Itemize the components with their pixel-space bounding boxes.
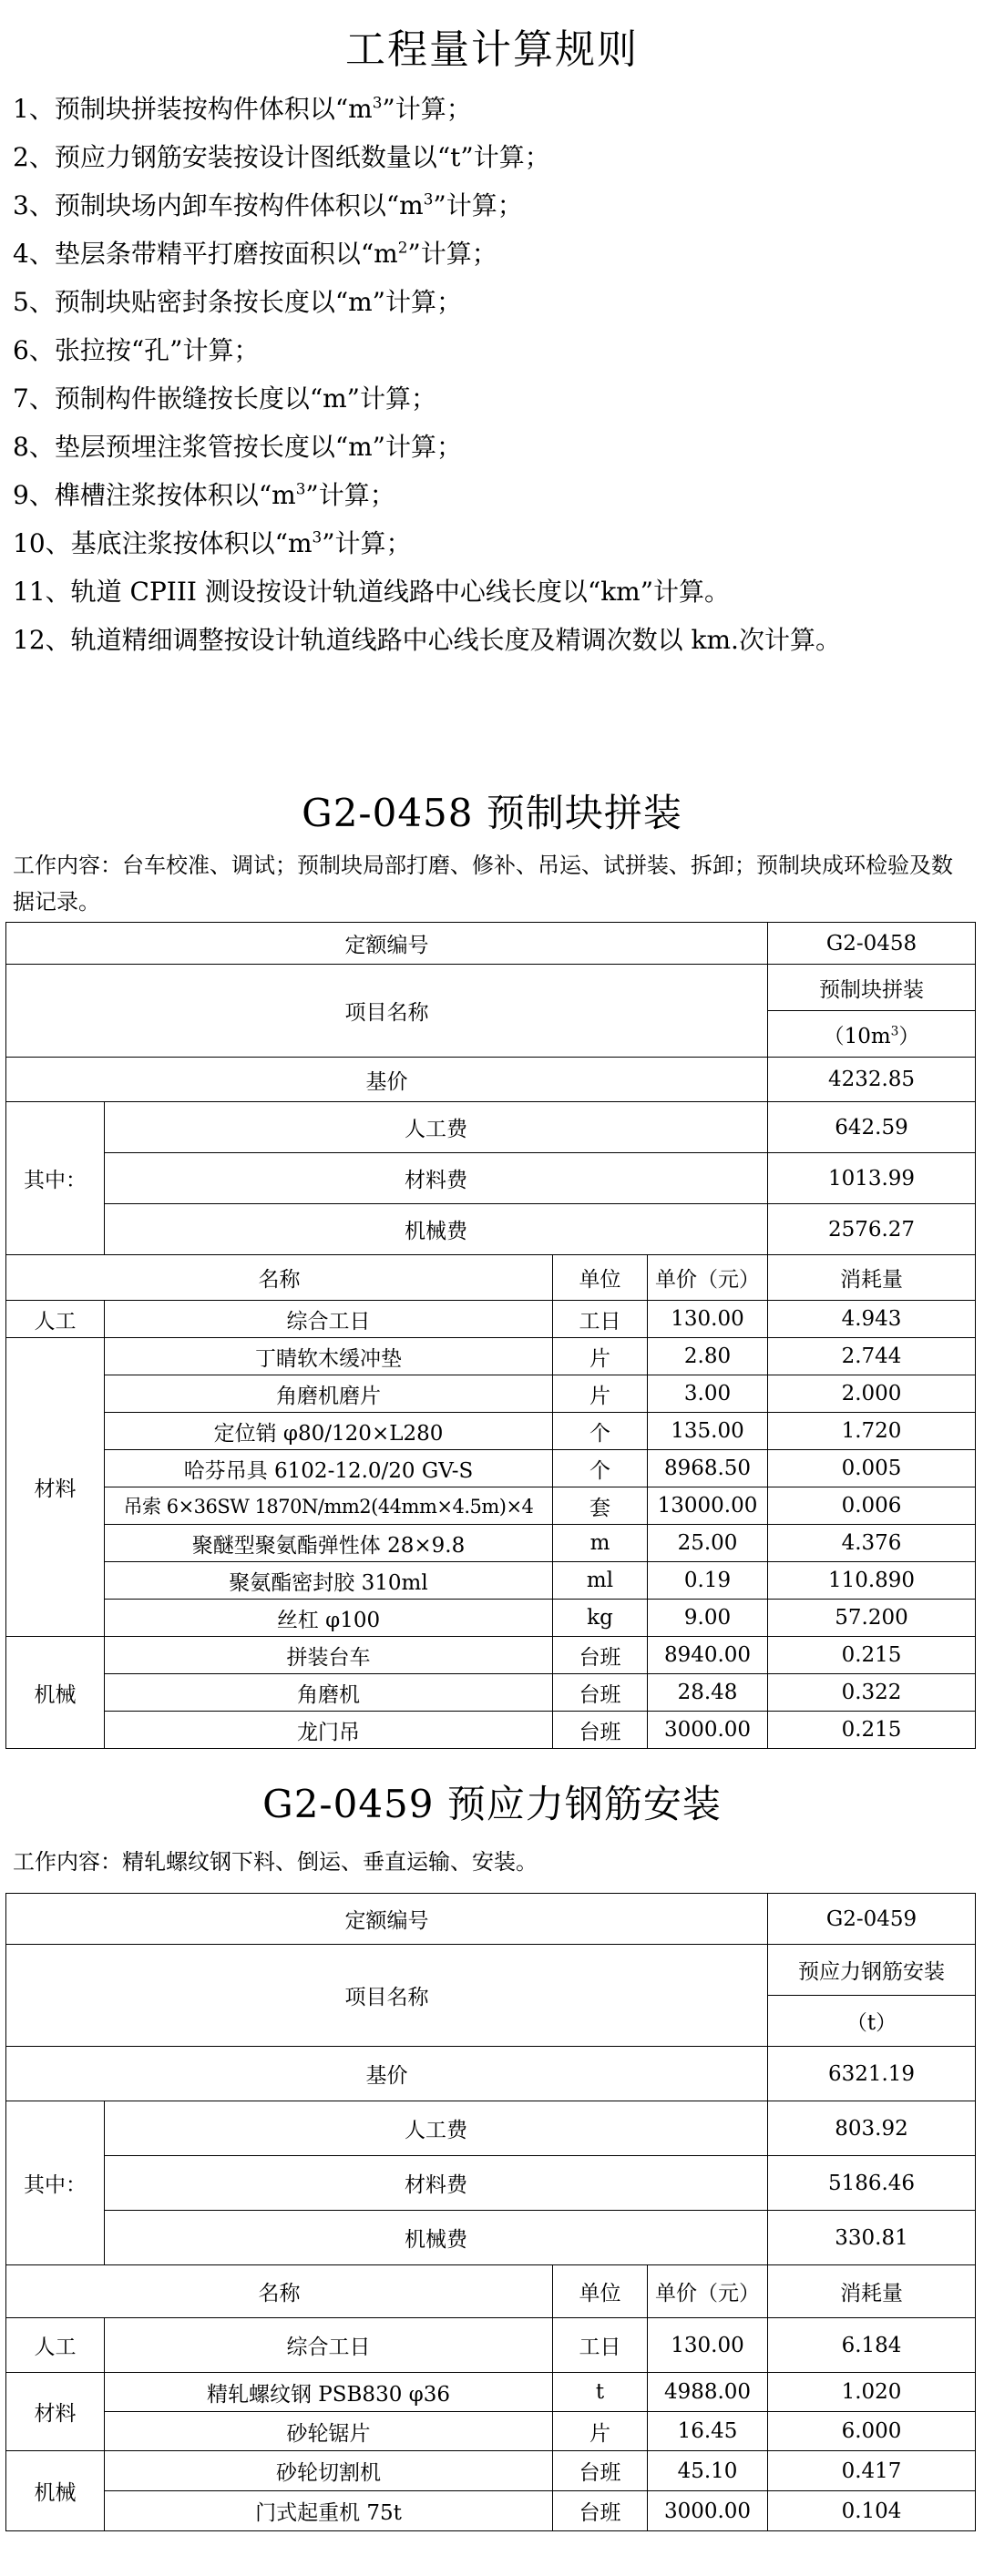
base-price: 6321.19 bbox=[768, 2047, 976, 2101]
quota-table-g2-0459 bbox=[5, 1893, 976, 2531]
material-fee-label: 材料费 bbox=[105, 2156, 768, 2211]
item-name: 预制块拼装 bbox=[768, 965, 976, 1011]
machine-fee-label: 机械费 bbox=[105, 1204, 768, 1255]
rule-item: 2、预应力钢筋安装按设计图纸数量以“t”计算； bbox=[13, 142, 550, 172]
category-machine: 机械 bbox=[6, 2451, 105, 2531]
row-unit: ml bbox=[553, 1562, 648, 1600]
row-qty: 0.322 bbox=[768, 1674, 976, 1712]
row-price: 9.00 bbox=[648, 1600, 768, 1637]
quota-no-label: 定额编号 bbox=[6, 923, 768, 965]
row-qty: 1.020 bbox=[768, 2373, 976, 2412]
item-unit: （t） bbox=[768, 1996, 976, 2047]
machine-fee: 330.81 bbox=[768, 2211, 976, 2265]
row-name: 精轧螺纹钢 PSB830 φ36 bbox=[105, 2373, 553, 2412]
rule-item: 8、垫层预埋注浆管按长度以“m”计算； bbox=[13, 432, 462, 462]
rule-item: 4、垫层条带精平打磨按面积以“$m^2$”计算； bbox=[13, 238, 497, 269]
row-name: 吊索 6×36SW 1870N/mm2(44mm×4.5m)×4 bbox=[105, 1487, 553, 1525]
header-price: 单价（元） bbox=[648, 1255, 768, 1301]
row-unit: 台班 bbox=[553, 1712, 648, 1749]
row-name: 聚醚型聚氨酯弹性体 28×9.8 bbox=[105, 1525, 553, 1562]
row-qty: 0.104 bbox=[768, 2491, 976, 2531]
row-qty: 0.417 bbox=[768, 2451, 976, 2491]
category-machine: 机械 bbox=[6, 1637, 105, 1749]
quota-table-g2-0458 bbox=[5, 922, 976, 1749]
material-fee: 1013.99 bbox=[768, 1153, 976, 1204]
row-name: 综合工日 bbox=[105, 2318, 553, 2373]
work-content: 工作内容：台车校准、调试；预制块局部打磨、修补、吊运、试拼装、拆卸；预制块成环检验及数据记录。 bbox=[13, 853, 953, 915]
row-qty: 57.200 bbox=[768, 1600, 976, 1637]
row-unit: 台班 bbox=[553, 2491, 648, 2531]
page-title: 工程量计算规则 bbox=[345, 26, 639, 73]
material-fee-label: 材料费 bbox=[105, 1153, 768, 1204]
row-unit: 个 bbox=[553, 1413, 648, 1450]
item-name-label: 项目名称 bbox=[6, 1945, 768, 2047]
row-qty: 0.215 bbox=[768, 1637, 976, 1674]
material-fee: 5186.46 bbox=[768, 2156, 976, 2211]
work-content: 工作内容：精轧螺纹钢下料、倒运、垂直运输、安装。 bbox=[13, 1849, 538, 1875]
row-name: 角磨机 bbox=[105, 1674, 553, 1712]
row-qty: 2.000 bbox=[768, 1375, 976, 1413]
machine-fee: 2576.27 bbox=[768, 1204, 976, 1255]
row-unit: 工日 bbox=[553, 2318, 648, 2373]
row-name: 哈芬吊具 6102-12.0/20 GV-S bbox=[105, 1450, 553, 1487]
header-unit: 单位 bbox=[553, 2265, 648, 2318]
quota-no: G2-0458 bbox=[768, 923, 976, 965]
rule-item: 5、预制块贴密封条按长度以“m”计算； bbox=[13, 287, 462, 317]
row-price: 3000.00 bbox=[648, 1712, 768, 1749]
header-unit: 单位 bbox=[553, 1255, 648, 1301]
header-qty: 消耗量 bbox=[768, 2265, 976, 2318]
rule-item: 10、基底注浆按体积以“$m^3$”计算； bbox=[13, 527, 412, 558]
rule-item: 11、轨道 CPIII 测设按设计轨道线路中心线长度以“km”计算。 bbox=[13, 577, 731, 607]
row-unit: 片 bbox=[553, 1375, 648, 1413]
row-unit: t bbox=[553, 2373, 648, 2412]
base-price-label: 基价 bbox=[6, 1058, 768, 1102]
row-price: 0.19 bbox=[648, 1562, 768, 1600]
row-qty: 1.720 bbox=[768, 1413, 976, 1450]
labor-fee: 642.59 bbox=[768, 1102, 976, 1153]
quota-no: G2-0459 bbox=[768, 1894, 976, 1945]
row-name: 角磨机磨片 bbox=[105, 1375, 553, 1413]
row-price: 25.00 bbox=[648, 1525, 768, 1562]
row-name: 砂轮切割机 bbox=[105, 2451, 553, 2491]
row-name: 丁睛软木缓冲垫 bbox=[105, 1338, 553, 1375]
base-price: 4232.85 bbox=[768, 1058, 976, 1102]
row-unit: m bbox=[553, 1525, 648, 1562]
rule-item: 1、预制块拼装按构件体积以“$m^3$”计算； bbox=[13, 93, 472, 124]
header-price: 单价（元） bbox=[648, 2265, 768, 2318]
machine-fee-label: 机械费 bbox=[105, 2211, 768, 2265]
item-name: 预应力钢筋安装 bbox=[768, 1945, 976, 1996]
row-qty: 0.005 bbox=[768, 1450, 976, 1487]
header-name: 名称 bbox=[6, 1255, 553, 1301]
row-qty: 0.215 bbox=[768, 1712, 976, 1749]
row-unit: kg bbox=[553, 1600, 648, 1637]
item-name-label: 项目名称 bbox=[6, 965, 768, 1058]
row-price: 13000.00 bbox=[648, 1487, 768, 1525]
row-name: 综合工日 bbox=[105, 1301, 553, 1338]
row-price: 3.00 bbox=[648, 1375, 768, 1413]
row-unit: 套 bbox=[553, 1487, 648, 1525]
row-qty: 6.000 bbox=[768, 2412, 976, 2451]
row-unit: 片 bbox=[553, 2412, 648, 2451]
row-unit: 片 bbox=[553, 1338, 648, 1375]
row-qty: 110.890 bbox=[768, 1562, 976, 1600]
row-price: 2.80 bbox=[648, 1338, 768, 1375]
category-material: 材料 bbox=[6, 1338, 105, 1637]
rule-item: 9、榫槽注浆按体积以“$m^3$”计算； bbox=[13, 479, 395, 510]
section-title-g2-0459: G2-0459 预应力钢筋安装 bbox=[262, 1782, 722, 1826]
labor-fee: 803.92 bbox=[768, 2101, 976, 2156]
row-qty: 4.943 bbox=[768, 1301, 976, 1338]
row-price: 28.48 bbox=[648, 1674, 768, 1712]
category-labor: 人工 bbox=[6, 2318, 105, 2373]
rule-item: 12、轨道精细调整按设计轨道线路中心线长度及精调次数以 km.次计算。 bbox=[13, 625, 841, 655]
row-price: 4988.00 bbox=[648, 2373, 768, 2412]
rule-item: 6、张拉按“孔”计算； bbox=[13, 335, 260, 365]
row-name: 龙门吊 bbox=[105, 1712, 553, 1749]
labor-fee-label: 人工费 bbox=[105, 2101, 768, 2156]
rule-item: 7、预制构件嵌缝按长度以“m”计算； bbox=[13, 383, 436, 414]
of-which-label: 其中： bbox=[6, 2101, 105, 2265]
row-price: 130.00 bbox=[648, 1301, 768, 1338]
row-unit: 台班 bbox=[553, 1674, 648, 1712]
row-qty: 0.006 bbox=[768, 1487, 976, 1525]
row-name: 聚氨酯密封胶 310ml bbox=[105, 1562, 553, 1600]
row-qty: 2.744 bbox=[768, 1338, 976, 1375]
calculation-rules-list bbox=[13, 89, 979, 669]
labor-fee-label: 人工费 bbox=[105, 1102, 768, 1153]
category-material: 材料 bbox=[6, 2373, 105, 2451]
row-price: 8968.50 bbox=[648, 1450, 768, 1487]
category-labor: 人工 bbox=[6, 1301, 105, 1338]
header-qty: 消耗量 bbox=[768, 1255, 976, 1301]
row-unit: 台班 bbox=[553, 2451, 648, 2491]
row-name: 拼装台车 bbox=[105, 1637, 553, 1674]
row-name: 丝杠 φ100 bbox=[105, 1600, 553, 1637]
quota-no-label: 定额编号 bbox=[6, 1894, 768, 1945]
row-qty: 6.184 bbox=[768, 2318, 976, 2373]
row-name: 定位销 φ80/120×L280 bbox=[105, 1413, 553, 1450]
header-name: 名称 bbox=[6, 2265, 553, 2318]
row-unit: 工日 bbox=[553, 1301, 648, 1338]
row-unit: 台班 bbox=[553, 1637, 648, 1674]
row-price: 45.10 bbox=[648, 2451, 768, 2491]
rule-item: 3、预制块场内卸车按构件体积以“$m^3$”计算； bbox=[13, 189, 523, 220]
base-price-label: 基价 bbox=[6, 2047, 768, 2101]
row-price: 8940.00 bbox=[648, 1637, 768, 1674]
row-name: 门式起重机 75t bbox=[105, 2491, 553, 2531]
section-title-g2-0458: G2-0458 预制块拼装 bbox=[302, 791, 682, 835]
row-unit: 个 bbox=[553, 1450, 648, 1487]
item-unit: $(10m^3)$ bbox=[768, 1011, 976, 1058]
of-which-label: 其中： bbox=[6, 1102, 105, 1255]
row-price: 3000.00 bbox=[648, 2491, 768, 2531]
row-qty: 4.376 bbox=[768, 1525, 976, 1562]
row-price: 135.00 bbox=[648, 1413, 768, 1450]
row-name: 砂轮锯片 bbox=[105, 2412, 553, 2451]
row-price: 16.45 bbox=[648, 2412, 768, 2451]
row-price: 130.00 bbox=[648, 2318, 768, 2373]
